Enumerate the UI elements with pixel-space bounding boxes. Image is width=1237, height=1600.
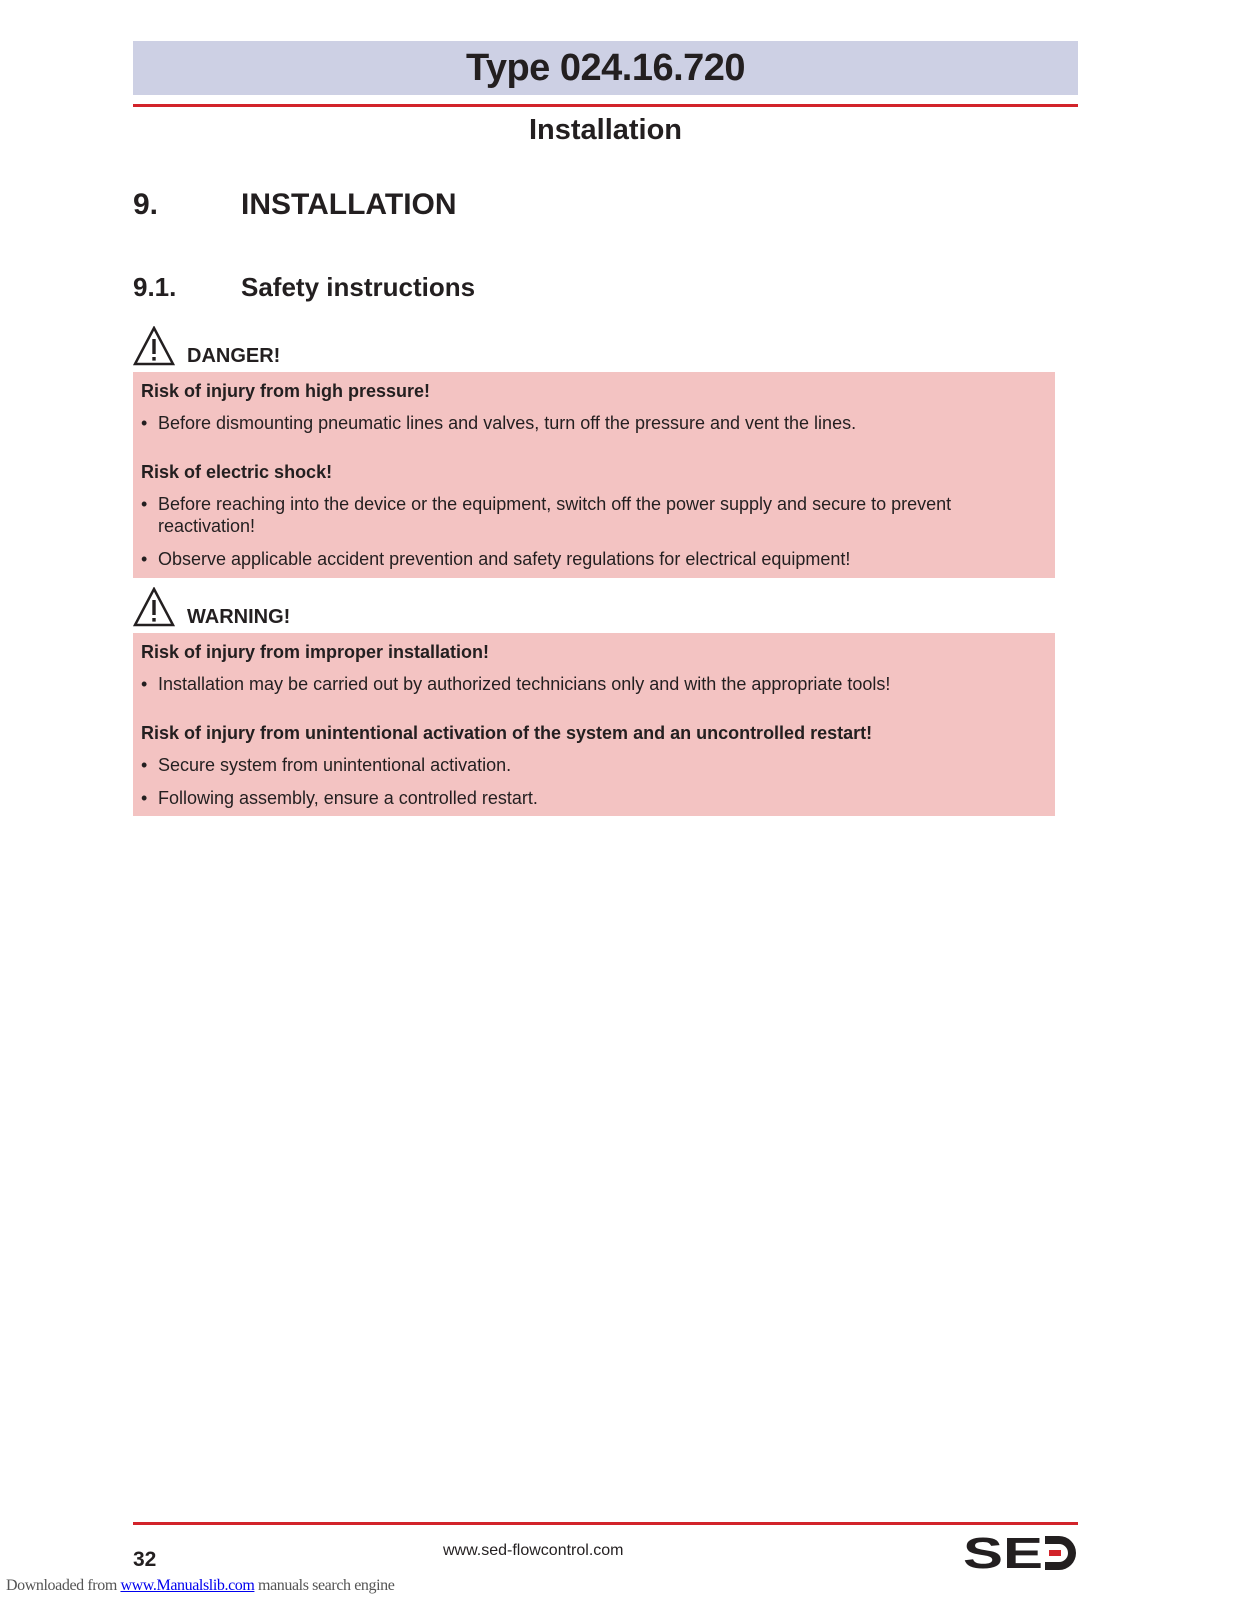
svg-text:SE: SE [963,1534,1043,1572]
list-item: • Secure system from unintentional activation. [141,755,512,775]
warning-risk-activation: Risk of injury from unintentional activation of the system and an uncontrolled restart! [141,723,873,743]
section-title: INSTALLATION [241,188,457,221]
danger-risk-electric: Risk of electric shock! [141,462,333,482]
warning-header [133,585,290,627]
sed-logo [963,1534,1079,1572]
warning-box [133,633,1055,816]
danger-header [133,324,280,366]
header-divider [133,104,1078,107]
download-note: Downloaded from www.Manualslib.com manuals search engine [6,1577,395,1594]
subsection-number: 9.1. [133,272,177,302]
list-item: • Before dismounting pneumatic lines and valves, turn off the pressure and vent the lines. [141,413,857,433]
warning-risk-installation: Risk of injury from improper installation! [141,642,490,662]
list-item: • Following assembly, ensure a controlled restart. [141,788,538,808]
section-number: 9. [133,188,159,221]
list-item: • Installation may be carried out by authorized technicians only and with the appropriate tools! [141,674,891,694]
danger-label: DANGER! [187,345,281,367]
danger-risk-pressure: Risk of injury from high pressure! [141,381,431,401]
warning-triangle-icon [133,326,175,366]
warning-label: WARNING! [187,606,291,628]
list-item: • Before reaching into the device or the equipment, switch off the power supply and secure to prevent reactivation! [141,494,952,536]
title-bar [133,41,1078,95]
subsection-title: Safety instructions [241,272,476,302]
footer-url: www.sed-flowcontrol.com [443,1542,624,1559]
document-title: Type 024.16.720 [465,46,746,89]
footer-divider [133,1522,1078,1525]
manualslib-link[interactable]: www.Manualslib.com [120,1577,255,1594]
page-number: 32 [133,1548,157,1571]
danger-box [133,372,1055,578]
page-subtitle: Installation [528,114,683,146]
warning-triangle-icon [133,587,175,627]
section-heading [133,188,457,222]
subsection-heading [133,272,475,303]
list-item: • Observe applicable accident prevention and safety regulations for electrical equipment! [141,549,851,569]
